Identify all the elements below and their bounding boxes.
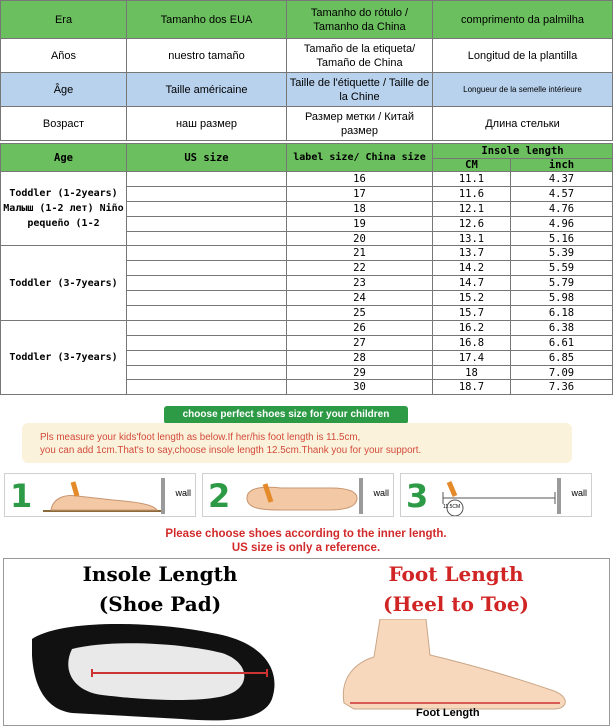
step-2 [202,473,394,517]
inch-cell: 5.16 [511,231,613,246]
size-chart-table [0,143,613,395]
header-cell: Taille américaine [127,73,287,107]
cm-cell: 18.7 [433,380,511,395]
us-size-cell [127,306,287,321]
china-cell: 29 [287,365,433,380]
header-cell: Длина стельки [433,107,613,141]
insole-subtitle: (Shoe Pad) [98,592,222,616]
age-group-cell: Toddler (3-7years) [1,320,127,394]
language-row [1,1,613,39]
china-cell: 17 [287,186,433,201]
wall-icon [359,478,363,514]
us-size-cell [127,246,287,261]
header-cell: Tamaño de la etiqueta/ Tamaño de China [287,39,433,73]
step-1 [4,473,196,517]
us-size-cell [127,335,287,350]
wall-icon [161,478,165,514]
inch-cell: 4.37 [511,172,613,187]
china-cell: 26 [287,320,433,335]
cm-cell: 13.1 [433,231,511,246]
cm-cell: 12.1 [433,201,511,216]
header-cell: Размер метки / Китай размер [287,107,433,141]
us-size-cell [127,231,287,246]
header-cell: Longueur de la semelle intérieure [433,73,613,107]
china-cell: 18 [287,201,433,216]
age-group-cell: Toddler (3-7years) [1,246,127,320]
col-header-insole-length: Insole length [433,144,613,159]
step-3 [400,473,592,517]
cm-cell: 17.4 [433,350,511,365]
us-size-cell [127,172,287,187]
inch-cell: 5.39 [511,246,613,261]
inch-cell: 5.79 [511,276,613,291]
header-cell: Longitud de la plantilla [433,39,613,73]
foot-subtitle: (Heel to Toe) [382,592,530,616]
cm-cell: 14.2 [433,261,511,276]
col-header-us-size: US size [127,144,287,172]
wall-icon [557,478,561,514]
cm-cell: 16.2 [433,320,511,335]
step-number: 3 [406,477,429,515]
col-header-label-size: label size/ China size [287,144,433,172]
china-cell: 24 [287,291,433,306]
header-cell: наш размер [127,107,287,141]
inch-cell: 4.57 [511,186,613,201]
col-header-age: Age [1,144,127,172]
choose-size-banner: choose perfect shoes size for your children [164,406,408,424]
inch-cell: 7.09 [511,365,613,380]
language-row [1,39,613,73]
foot-length-label: Foot Length [416,707,480,719]
cm-cell: 15.2 [433,291,511,306]
foot-title: Foot Length [388,562,524,586]
us-size-cell [127,276,287,291]
inch-cell: 5.98 [511,291,613,306]
language-row [1,107,613,141]
us-size-cell [127,365,287,380]
header-cell: Возраст [1,107,127,141]
col-header-inch: inch [511,159,613,172]
header-cell: Taille de l'étiquette / Taille de la Chine [287,73,433,107]
china-cell: 27 [287,335,433,350]
cm-cell: 15.7 [433,306,511,321]
china-cell: 23 [287,276,433,291]
us-size-cell [127,291,287,306]
step-number: 1 [10,477,33,515]
language-header-table [0,0,613,141]
china-cell: 28 [287,350,433,365]
cm-cell: 14.7 [433,276,511,291]
wall-label: wall [175,488,191,498]
us-size-cell [127,350,287,365]
col-header-cm: CM [433,159,511,172]
inch-cell: 4.76 [511,201,613,216]
foot-side-icon [334,619,574,711]
warning-line-1: Please choose shoes according to the inner length. [165,528,447,540]
header-cell: Años [1,39,127,73]
inch-cell: 6.38 [511,320,613,335]
china-cell: 21 [287,246,433,261]
ruler-label: 11.5CM [443,504,461,510]
measure-instructions-panel [0,401,612,557]
inch-cell: 4.96 [511,216,613,231]
tip-line-2: you can add 1cm.That's to say,choose insole length 12.5cm.Thank you for your support. [40,445,422,456]
wall-label: wall [373,488,389,498]
insole-vs-foot-panel [3,558,610,726]
warning-line-2: US size is only a reference. [231,542,381,554]
cm-cell: 16.8 [433,335,511,350]
foot-on-floor-icon [43,480,163,514]
china-cell: 30 [287,380,433,395]
us-size-cell [127,186,287,201]
header-cell: comprimento da palmilha [433,1,613,39]
step-number: 2 [208,477,231,515]
insole-title: Insole Length [82,562,238,586]
us-size-cell [127,216,287,231]
header-cell: Âge [1,73,127,107]
china-cell: 25 [287,306,433,321]
inch-cell: 7.36 [511,380,613,395]
china-cell: 22 [287,261,433,276]
table-row [1,320,613,335]
ruler-measure-icon [439,480,559,516]
cm-cell: 11.1 [433,172,511,187]
cm-cell: 18 [433,365,511,380]
cm-cell: 13.7 [433,246,511,261]
cm-cell: 11.6 [433,186,511,201]
age-group-cell: Toddler (1-2years) Малыш (1-2 лет) Niño pequeño (1-2 [1,172,127,246]
tip-line-1: Pls measure your kids'foot length as below.If her/his foot length is 11.5cm, [40,432,361,443]
cm-cell: 12.6 [433,216,511,231]
china-cell: 19 [287,216,433,231]
table-row [1,172,613,187]
inch-cell: 6.18 [511,306,613,321]
us-size-cell [127,261,287,276]
tip-box [22,423,572,463]
us-size-cell [127,380,287,395]
header-cell: Tamanho do rótulo / Tamanho da China [287,1,433,39]
shoe-insole-icon [32,619,282,723]
us-size-cell [127,201,287,216]
china-cell: 20 [287,231,433,246]
language-row [1,73,613,107]
us-size-cell [127,320,287,335]
table-row [1,246,613,261]
header-cell: nuestro tamaño [127,39,287,73]
inch-cell: 6.85 [511,350,613,365]
foot-top-view-icon [241,480,361,514]
header-cell: Era [1,1,127,39]
wall-label: wall [571,488,587,498]
inch-cell: 5.59 [511,261,613,276]
china-cell: 16 [287,172,433,187]
inch-cell: 6.61 [511,335,613,350]
header-cell: Tamanho dos EUA [127,1,287,39]
